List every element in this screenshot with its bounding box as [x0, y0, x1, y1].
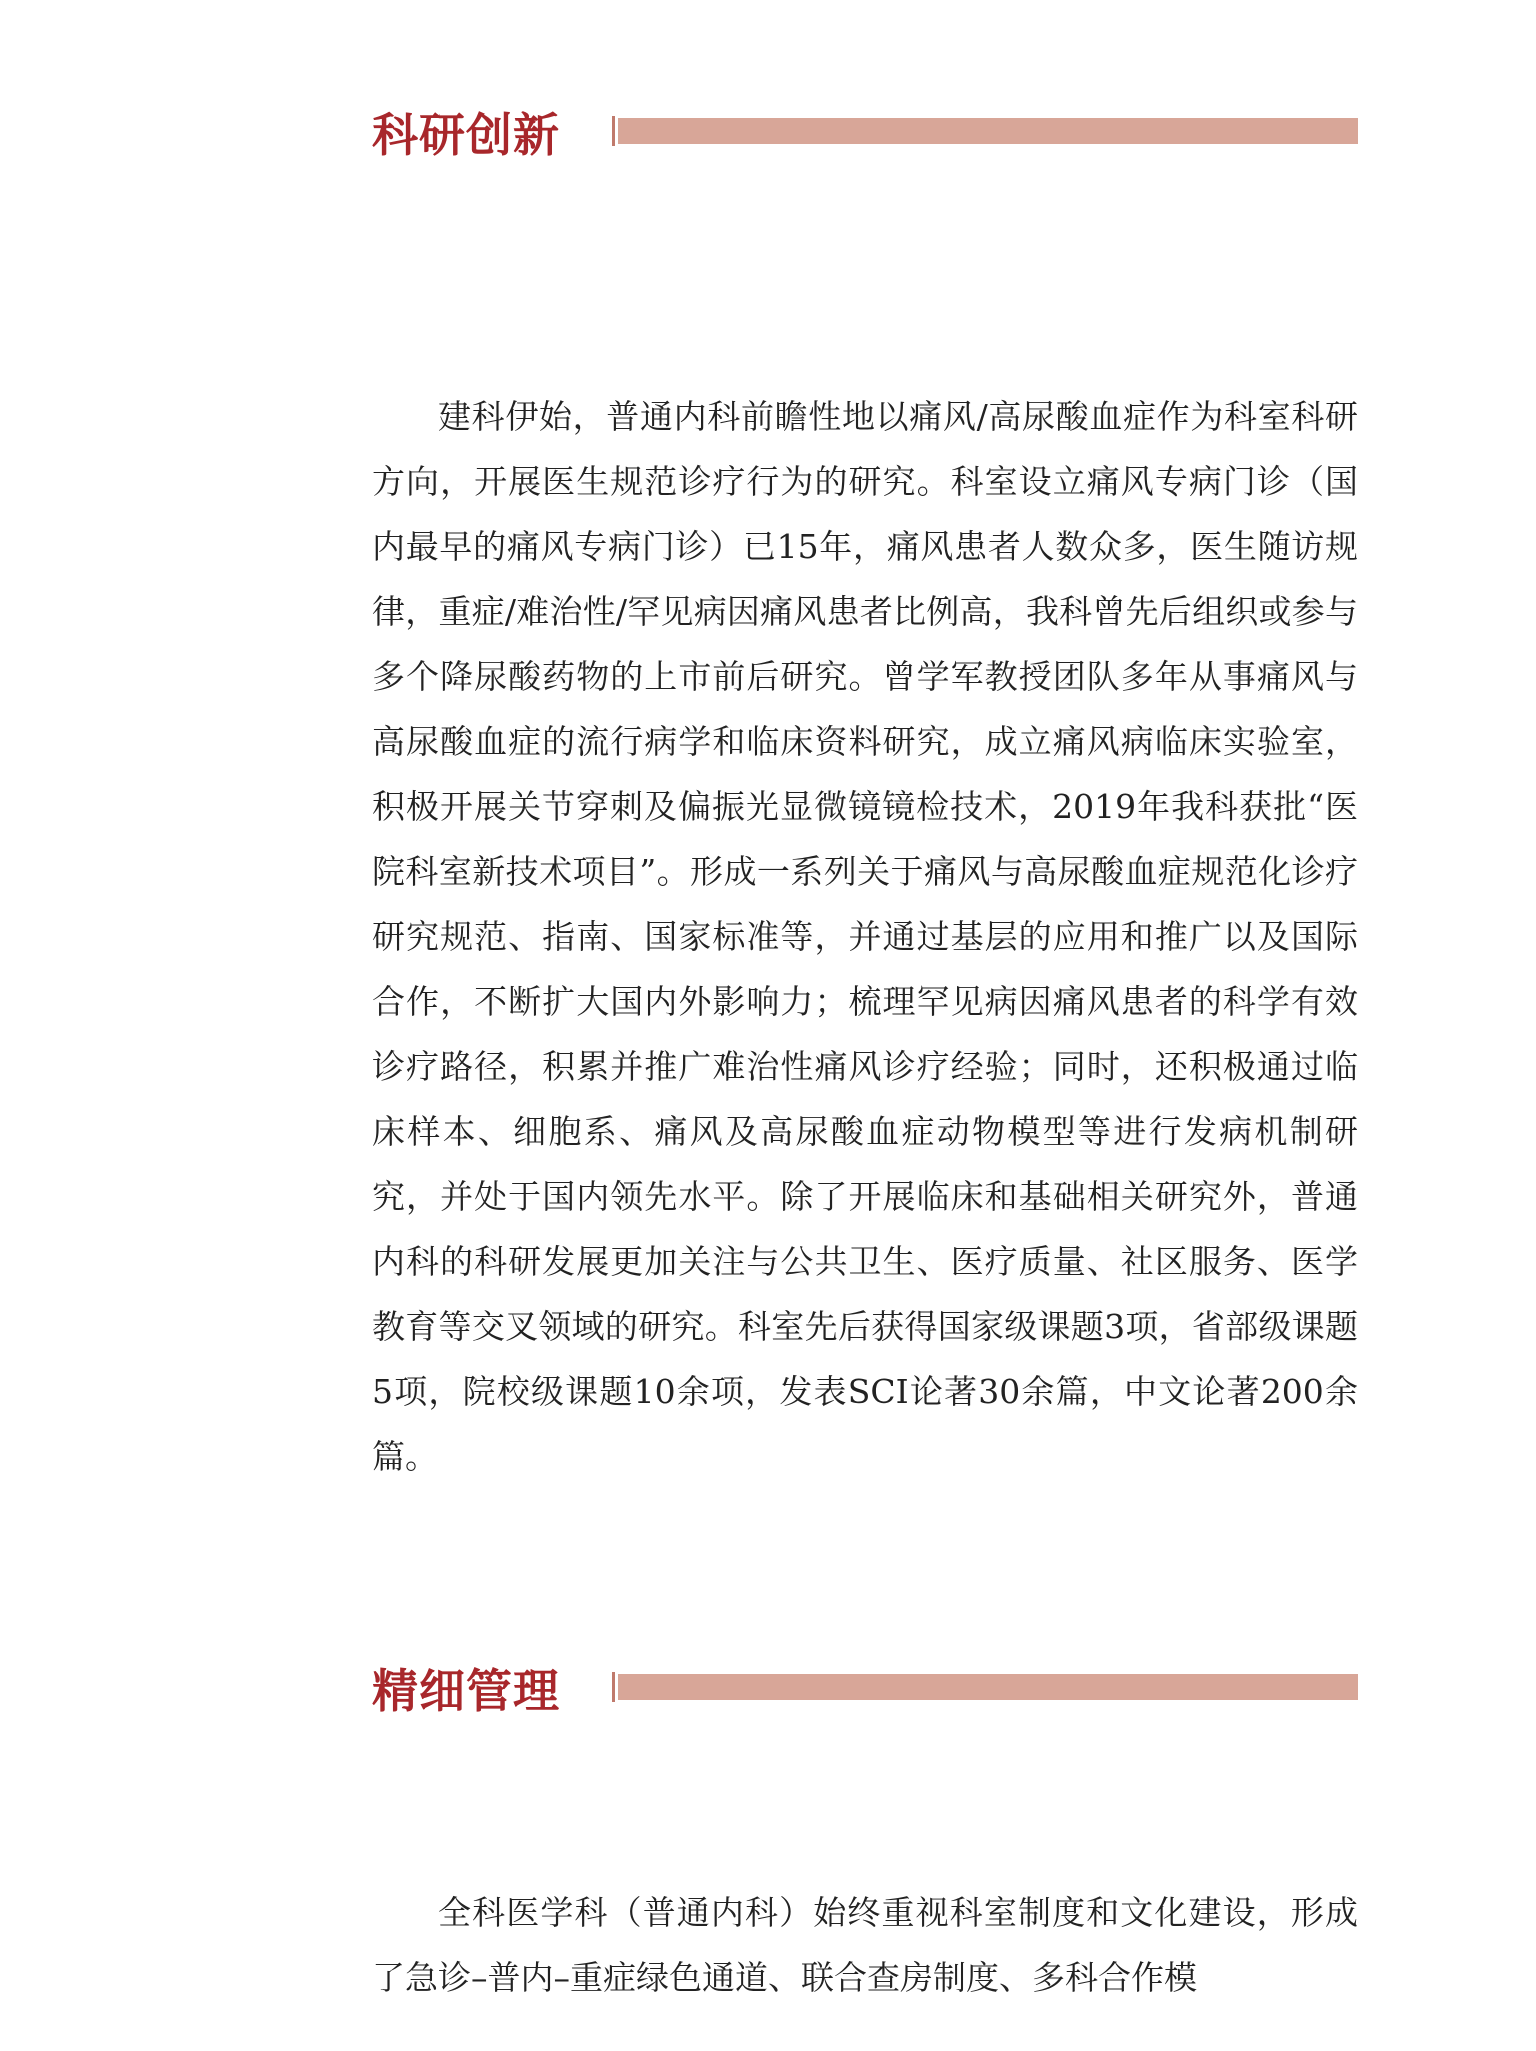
- title-bar-tick: [612, 1672, 615, 1702]
- title-decorative-bar: [618, 118, 1358, 144]
- section-paragraph: 建科伊始，普通内科前瞻性地以痛风/高尿酸血症作为科室科研方向，开展医生规范诊疗行为的研究。科室设立痛风专病门诊（国内最早的痛风专病门诊）已15年，痛风患者人数众多，医生随访规律，重症/难治性/罕见病因痛风患者比例高，我科曾先后组织或参与多个降尿酸药物的上市前后研究。曾学军教授团队多年从事痛风与高尿酸血症的流行病学和临床资料研究，成立痛风病临床实验室，积极开展关节穿刺及偏振光显微镜镜检技术，2019年我科获批“医院科室新技术项目”。形成一系列关于痛风与高尿酸血症规范化诊疗研究规范、指南、国家标准等，并通过基层的应用和推广以及国际合作，不断扩大国内外影响力；梳理罕见病因痛风患者的科学有效诊疗路径，积累并推广难治性痛风诊疗经验；同时，还积极通过临床样本、细胞系、痛风及高尿酸血症动物模型等进行发病机制研究，并处于国内领先水平。除了开展临床和基础相关研究外，普通内科的科研发展更加关注与公共卫生、医疗质量、社区服务、医学教育等交叉领域的研究。科室先后获得国家级课题3项，省部级课题5项，院校级课题10余项，发表SCI论著30余篇，中文论著200余篇。: [372, 397, 1358, 1476]
- title-bar-tick: [612, 116, 615, 146]
- section-research: [372, 104, 1358, 1489]
- section-management: [372, 1660, 1358, 2010]
- section-header: [372, 1660, 1358, 1730]
- section-paragraph: 全科医学科（普通内科）始终重视科室制度和文化建设，形成了急诊–普内–重症绿色通道、联合查房制度、多科合作模: [372, 1893, 1358, 1997]
- title-decorative-bar: [618, 1674, 1358, 1700]
- section-title: 精细管理: [372, 1664, 560, 1718]
- section-header: [372, 104, 1358, 174]
- section-title: 科研创新: [372, 108, 560, 162]
